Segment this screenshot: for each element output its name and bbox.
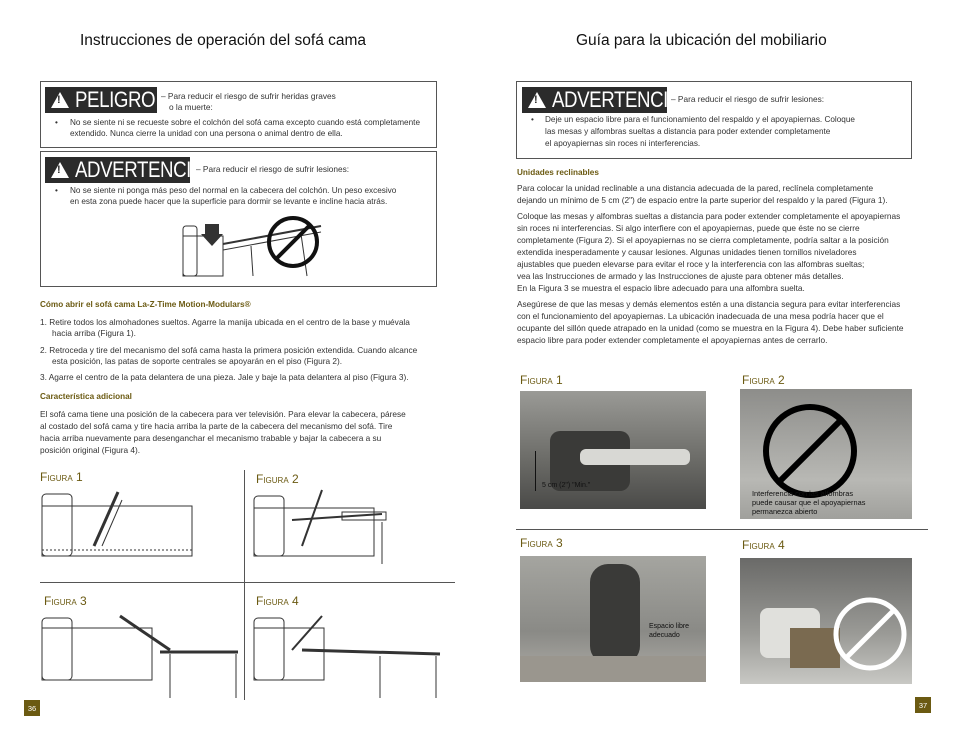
warning-box-right — [516, 81, 912, 159]
left-figure-1-label: Figura 1 — [40, 470, 83, 484]
figure-divider-vertical — [244, 470, 245, 700]
open-instructions-heading: Cómo abrir el sofá cama La-Z-Time Motion-Modulars® — [40, 300, 251, 309]
page-number-right: 37 — [915, 697, 931, 713]
para3-line4: espacio libre para poder extender completamente el apoyapiernas antes de cerrarlo. — [517, 335, 828, 345]
para1-line1: Para colocar la unidad reclinable a una distancia adecuada de la pared, reclínela completamente — [517, 183, 874, 193]
danger-intro: – Para reducir el riesgo de sufrir heridas graves — [161, 91, 336, 101]
recliner-heading: Unidades reclinables — [517, 168, 599, 177]
page-number-left: 36 — [24, 700, 40, 716]
para2-line7: En la Figura 3 se muestra el espacio libre adecuado para una alfombra suelta. — [517, 283, 805, 293]
bullet-icon: • — [531, 115, 534, 124]
right-figure-divider — [516, 529, 928, 530]
prohibited-icon — [760, 401, 860, 501]
warning-badge-right — [522, 87, 680, 113]
para3-line3: ocupante del sillón quede atrapado en la unidad (como se muestra en la Figura 4). Debe haber suficiente — [517, 323, 904, 333]
warning-badge-left — [45, 157, 203, 183]
extra-line-3: hacia arriba nuevamente para desenganchar el mecanismo trabable y bajar la cabecera a su — [40, 433, 382, 443]
danger-bullet-line2: extendido. Nunca cierre la unidad con una persona o animal dentro de ella. — [70, 129, 343, 138]
warning-bullet-line1: No se siente ni ponga más peso del normal en la cabecera del colchón. Un peso excesivo — [70, 186, 397, 195]
para2-line1: Coloque las mesas y alfombras sueltas a distancia para poder extender completamente el apoyapiernas — [517, 211, 901, 221]
right-warning-line2: las mesas y alfombras sueltas a distancia para poder extender completamente — [545, 127, 831, 136]
bullet-icon: • — [55, 118, 58, 127]
sofa-bed-warning-illustration — [181, 214, 331, 282]
danger-bullet-line1: No se siente ni se recueste sobre el colchón del sofá cama excepto cuando está completamente — [70, 118, 420, 127]
para1-line2: dejando un mínimo de 5 cm (2") de espacio entre la parte superior del respaldo y la pared (Figura 1). — [517, 195, 888, 205]
warning-badge-label: ADVERTENCIA — [75, 157, 203, 182]
para2-line5: ajustables que pueden elevarse para evitar el roce y la interferencia con las alfombras sueltas; — [517, 259, 865, 269]
left-figure-4-label: Figura 4 — [256, 594, 299, 608]
left-figure-2-label: Figura 2 — [256, 472, 299, 486]
danger-badge — [45, 87, 157, 113]
prohibited-icon — [830, 588, 910, 678]
warning-triangle-icon — [51, 162, 69, 178]
left-figure-3-label: Figura 3 — [44, 594, 87, 608]
extra-line-2: al costado del sofá cama y tire hacia arriba la parte de la cabecera del mecanismo del sofá. Tire — [40, 421, 393, 431]
warning-intro-left: – Para reducir el riesgo de sufrir lesiones: — [196, 164, 350, 174]
danger-badge-label: PELIGRO — [75, 87, 156, 112]
clearance-caption: 5 cm (2") "Min." — [542, 482, 591, 489]
para2-line2: sin roces ni interferencias. Si algo interfiere con el apoyapiernas, puede que éste no se cierre — [517, 223, 860, 233]
para3-line2: con el funcionamiento del apoyapiernas. La ubicación inadecuada de una mesa podría hacer que el — [517, 311, 884, 321]
bullet-icon: • — [55, 186, 58, 195]
figure-divider-horizontal — [40, 582, 455, 583]
sofa-figure-2 — [252, 486, 452, 566]
right-page-title: Guía para la ubicación del mobiliario — [576, 32, 827, 49]
para2-line3: completamente (Figura 2). Si el apoyapiernas no se cierra completamente, podría saltar a la posición — [517, 235, 889, 245]
clearance-label-line1: Espacio libre — [649, 623, 690, 630]
warning-triangle-icon — [528, 92, 546, 108]
rug-interference-photo — [740, 389, 912, 519]
rug-caption-line1: Interferencia con las alfombras — [752, 489, 854, 498]
right-figure-1-label: Figura 1 — [520, 373, 563, 387]
recliner-wall-clearance-photo — [520, 391, 706, 509]
rug-caption-line3: permanezca abierto — [752, 507, 818, 516]
clearance-label-line2: adecuado — [649, 632, 680, 639]
sofa-figure-4 — [252, 610, 452, 700]
para2-line6: vea las Instrucciones de armado y las Instrucciones de ajuste para obtener más detalles. — [517, 271, 844, 281]
danger-box — [40, 81, 437, 148]
extra-line-1: El sofá cama tiene una posición de la cabecera para ver televisión. Para elevar la cabecera, párese — [40, 409, 406, 419]
right-warning-line1: Deje un espacio libre para el funcionamiento del respaldo y el apoyapiernas. Coloque — [545, 115, 855, 124]
right-figure-4-label: Figura 4 — [742, 538, 785, 552]
step-2-line1: 2. Retroceda y tire del mecanismo del sofá cama hasta la primera posición extendida. Cuando alcance — [40, 345, 418, 355]
warning-badge-label: ADVERTENCIA — [552, 87, 680, 112]
sofa-figure-3 — [40, 610, 240, 700]
sofa-figure-1 — [40, 486, 240, 566]
right-warning-line3: el apoyapiernas sin roces ni interferencias. — [545, 139, 701, 148]
table-interference-photo — [740, 558, 912, 684]
step-2-line2: esta posición, las patas de soporte centrales se apoyarán en el piso (Figura 2). — [52, 356, 343, 366]
step-1-line1: 1. Retire todos los almohadones sueltos. Agarre la manija ubicada en el centro de la base y muévala — [40, 317, 410, 327]
left-page-title: Instrucciones de operación del sofá cama — [80, 32, 367, 49]
extra-feature-heading: Característica adicional — [40, 392, 132, 401]
rug-interference-caption — [752, 489, 865, 516]
rug-caption-line2: puede causar que el apoyapiernas — [752, 498, 866, 507]
danger-intro-2: o la muerte: — [169, 102, 213, 112]
clearance-label — [649, 622, 689, 640]
warning-bullet-line2: en esta zona puede hacer que la superficie para dormir se levante e incline hacia atrás. — [70, 197, 388, 206]
para2-line4: extendida inesperadamente y causar lesiones. Algunas unidades tienen tornillos niveladores — [517, 247, 857, 257]
warning-box-left — [40, 151, 437, 287]
extra-line-4: posición original (Figura 4). — [40, 445, 141, 455]
warning-triangle-icon — [51, 92, 69, 108]
para3-line1: Asegúrese de que las mesas y demás elementos estén a una distancia segura para evitar interferencias — [517, 299, 901, 309]
right-figure-2-label: Figura 2 — [742, 373, 785, 387]
step-3: 3. Agarre el centro de la pata delantera de una pieza. Jale y baje la pata delantera al piso (Figura 3). — [40, 372, 409, 382]
warning-intro-right: – Para reducir el riesgo de sufrir lesiones: — [671, 94, 825, 104]
rug-clearance-photo — [520, 556, 706, 682]
step-1-line2: hacia arriba (Figura 1). — [52, 328, 136, 338]
right-figure-3-label: Figura 3 — [520, 536, 563, 550]
